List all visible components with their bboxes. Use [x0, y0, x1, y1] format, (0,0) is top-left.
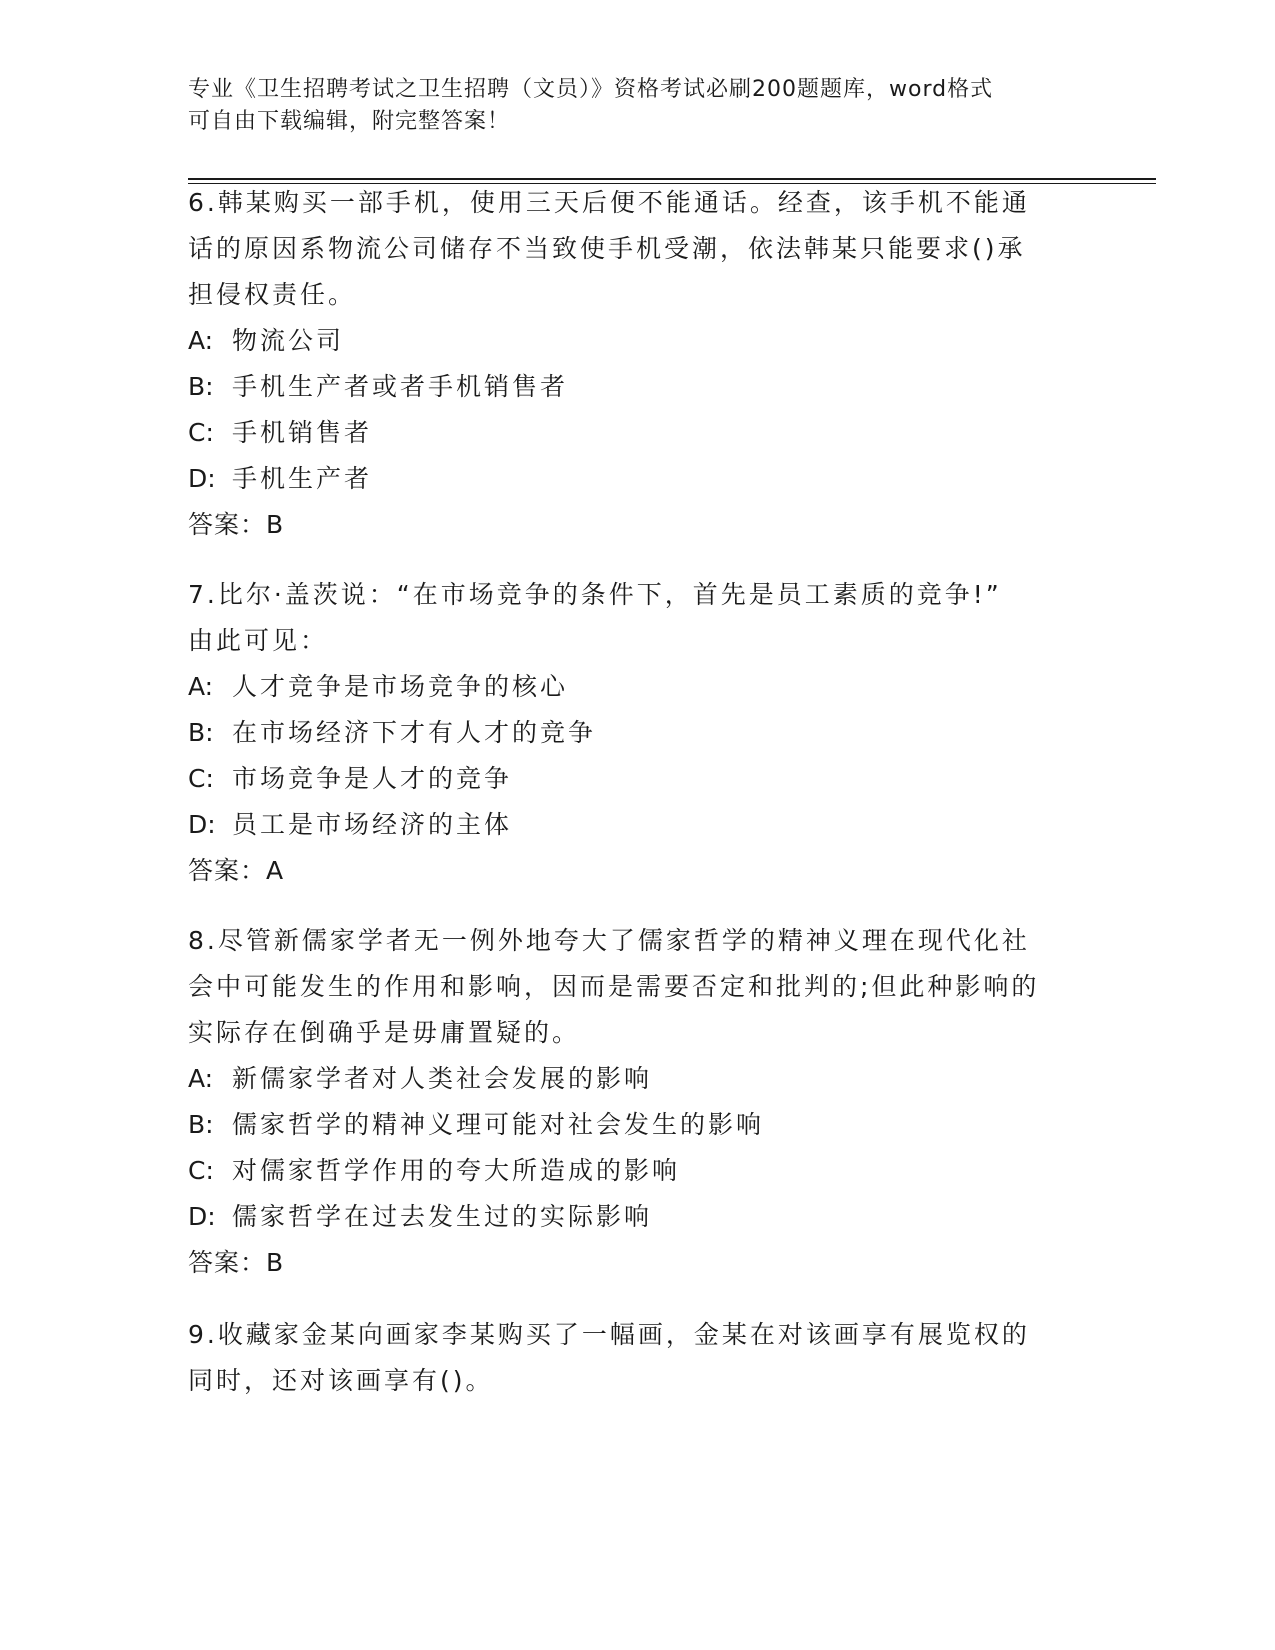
question-stem-line: 同时，还对该画享有()。 [188, 1366, 494, 1395]
question-stem-line: 8.尽管新儒家学者无一例外地夸大了儒家哲学的精神义理在现代化社 [188, 926, 1030, 955]
option-text: 对儒家哲学作用的夸大所造成的影响 [232, 1156, 681, 1185]
option-c [188, 410, 1088, 456]
option-d [188, 456, 1088, 502]
question-9 [188, 1312, 1088, 1404]
option-text: 物流公司 [232, 326, 345, 355]
option-letter: B: [188, 718, 214, 747]
option-text: 人才竞争是市场竞争的核心 [232, 672, 569, 701]
option-letter: B: [188, 372, 214, 401]
question-6 [188, 180, 1088, 548]
option-text: 新儒家学者对人类社会发展的影响 [232, 1064, 653, 1093]
question-stem-line: 话的原因系物流公司储存不当致使手机受潮，依法韩某只能要求()承 [188, 234, 1026, 263]
question-stem-line: 实际存在倒确乎是毋庸置疑的。 [188, 1018, 581, 1047]
option-letter: B: [188, 1110, 214, 1139]
option-c [188, 756, 1088, 802]
option-text: 儒家哲学在过去发生过的实际影响 [232, 1202, 653, 1231]
option-a [188, 664, 1088, 710]
option-b [188, 710, 1088, 756]
question-stem-line: 6.韩某购买一部手机，使用三天后便不能通话。经查，该手机不能通 [188, 188, 1030, 217]
option-text: 手机生产者 [232, 464, 373, 493]
option-a [188, 318, 1088, 364]
option-b [188, 1102, 1088, 1148]
answer-line: 答案：B [188, 1248, 285, 1277]
option-letter: D: [188, 464, 216, 493]
option-c [188, 1148, 1088, 1194]
question-stem-line: 7.比尔·盖茨说：“在市场竞争的条件下，首先是员工素质的竞争!” [188, 580, 1002, 609]
option-text: 手机销售者 [232, 418, 373, 447]
question-stem-line: 担侵权责任。 [188, 280, 357, 309]
option-text: 员工是市场经济的主体 [232, 810, 513, 839]
option-text: 在市场经济下才有人才的竞争 [232, 718, 597, 747]
option-letter: C: [188, 1156, 214, 1185]
question-stem-line: 由此可见： [188, 626, 329, 655]
question-7 [188, 572, 1088, 894]
option-letter: D: [188, 1202, 216, 1231]
option-letter: A: [188, 672, 214, 701]
option-letter: D: [188, 810, 216, 839]
question-stem-line: 会中可能发生的作用和影响，因而是需要否定和批判的;但此种影响的 [188, 972, 1040, 1001]
header-title-line-2: 可自由下载编辑，附完整答案！ [188, 109, 511, 134]
document-header [188, 74, 1088, 138]
answer-line: 答案：B [188, 510, 285, 539]
question-stem-line: 9.收藏家金某向画家李某购买了一幅画，金某在对该画享有展览权的 [188, 1320, 1030, 1349]
option-b [188, 364, 1088, 410]
option-text: 儒家哲学的精神义理可能对社会发生的影响 [232, 1110, 765, 1139]
option-d [188, 802, 1088, 848]
option-letter: A: [188, 1064, 214, 1093]
answer-line: 答案：A [188, 856, 285, 885]
option-d [188, 1194, 1088, 1240]
option-text: 市场竞争是人才的竞争 [232, 764, 513, 793]
header-title-line-1: 专业《卫生招聘考试之卫生招聘（文员）》资格考试必刷200题题库，word格式 [188, 77, 994, 102]
option-text: 手机生产者或者手机销售者 [232, 372, 569, 401]
question-8 [188, 918, 1088, 1286]
option-letter: A: [188, 326, 214, 355]
option-letter: C: [188, 764, 214, 793]
option-a [188, 1056, 1088, 1102]
option-letter: C: [188, 418, 214, 447]
